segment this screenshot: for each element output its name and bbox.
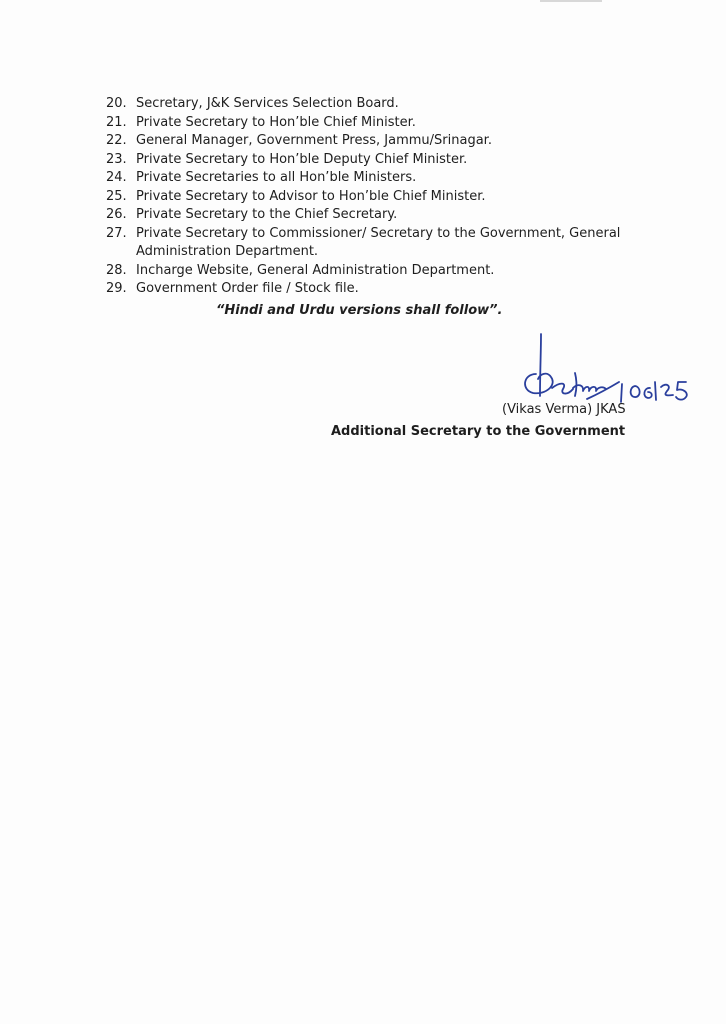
distribution-list [106, 95, 666, 299]
list-item-number: 20. [106, 96, 127, 111]
signatory-designation: Additional Secretary to the Government [331, 424, 626, 439]
list-item [106, 169, 666, 188]
list-item-text: Private Secretary to Hon’ble Deputy Chief Minister. [136, 151, 468, 167]
list-item-text: Private Secretary to the Chief Secretary. [136, 207, 398, 222]
list-item [106, 262, 666, 281]
list-item [106, 132, 666, 151]
list-item [106, 114, 666, 133]
list-item-number: 22. [106, 133, 127, 148]
list-item [106, 206, 666, 225]
list-item-text: Secretary, J&K Services Selection Board. [136, 96, 399, 111]
list-item-text: General Manager, Government Press, Jammu/Srinagar. [136, 133, 492, 148]
list-item-number: 25. [106, 188, 127, 204]
scan-edge-mark [540, 0, 602, 2]
list-item [106, 95, 666, 114]
list-item-text: Incharge Website, General Administration Department. [136, 262, 495, 278]
list-item-text: Private Secretaries to all Hon’ble Ministers. [136, 170, 417, 185]
list-item-text: Private Secretary to Advisor to Hon’ble Chief Minister. [136, 188, 486, 204]
list-item-number: 26. [106, 207, 127, 222]
list-item [106, 225, 666, 262]
list-item-number: 29. [106, 281, 127, 296]
list-item [106, 280, 666, 299]
list-item-number: 28. [106, 262, 127, 278]
list-item-text: Government Order file / Stock file. [136, 281, 359, 296]
signatory-name: (Vikas Verma) JKAS [502, 402, 626, 417]
list-item-number: 21. [106, 114, 127, 130]
list-item [106, 188, 666, 207]
list-item-number: 24. [106, 170, 127, 185]
list-item-text: Private Secretary to Commissioner/ Secretary to the Government, General Administration Department. [136, 225, 621, 259]
translation-note: “Hindi and Urdu versions shall follow”. [216, 303, 503, 318]
list-item-number: 27. [106, 225, 127, 241]
list-item [106, 151, 666, 170]
list-item-number: 23. [106, 151, 127, 167]
list-item-text: Private Secretary to Hon’ble Chief Minister. [136, 114, 416, 130]
